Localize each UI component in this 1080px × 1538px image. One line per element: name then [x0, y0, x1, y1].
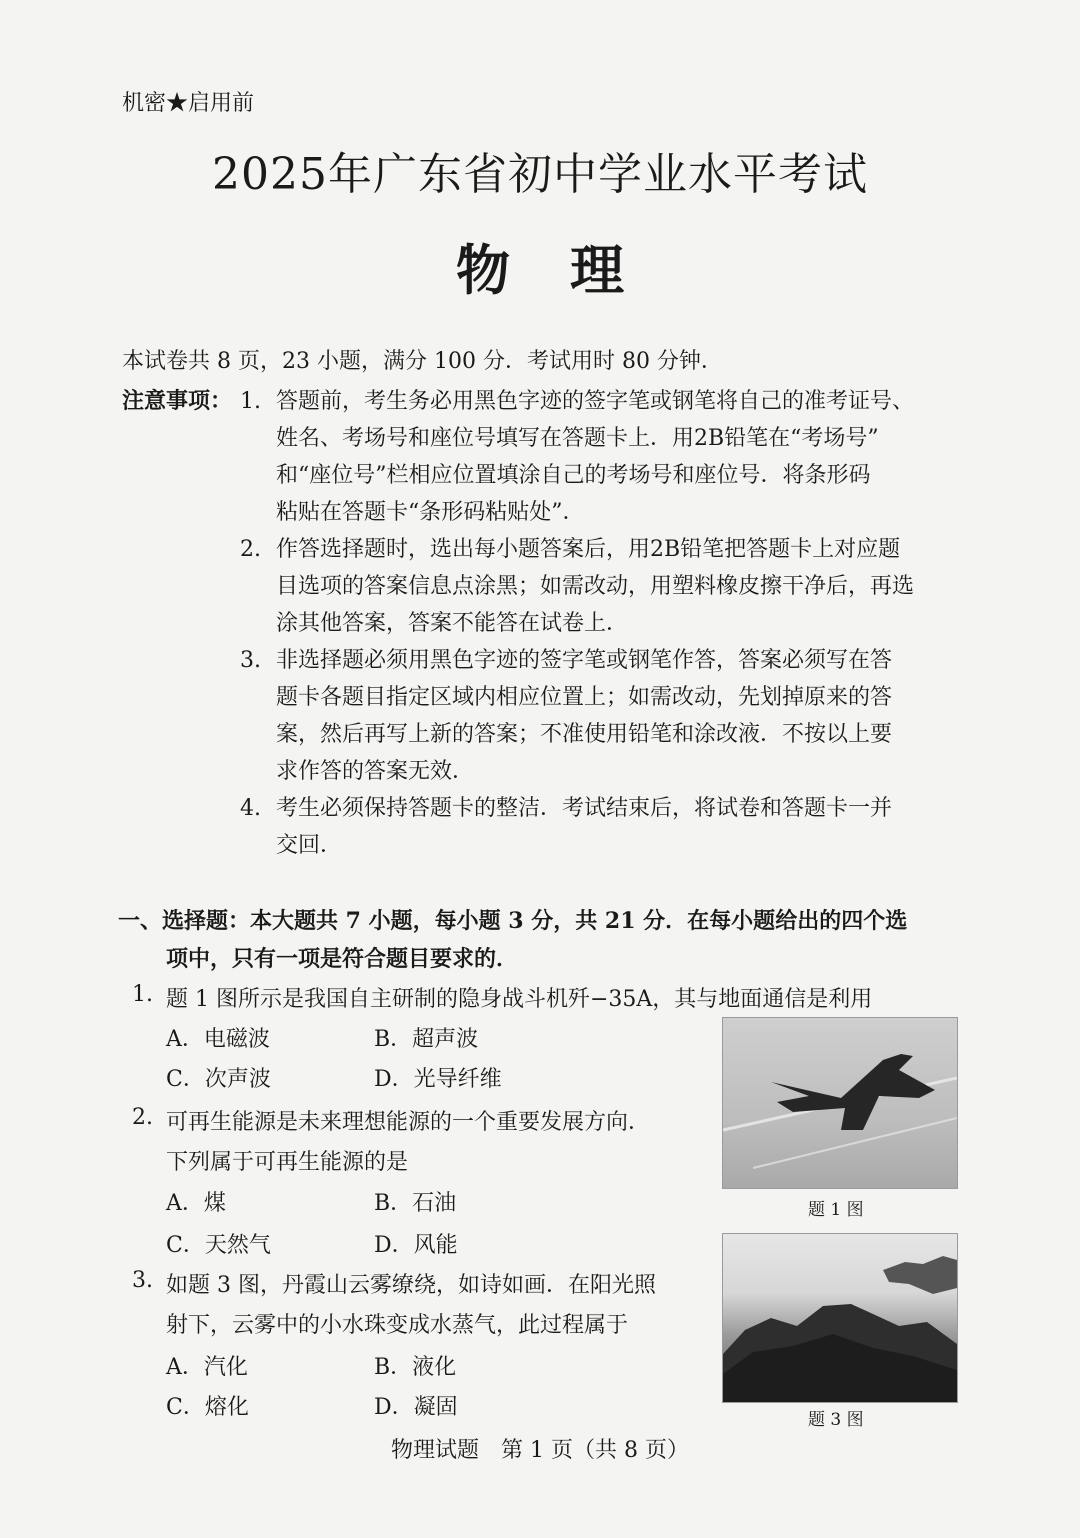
notice-item-2-line-1: 作答选择题时，选出每小题答案后，用2B铅笔把答题卡上对应题: [276, 537, 901, 562]
question-3-stem-line-2: 射下，云雾中的小水珠变成水蒸气，此过程属于: [166, 1313, 629, 1338]
notice-item-2-num: 2.: [240, 537, 261, 562]
notice-item-4-line-1: 考生必须保持答题卡的整洁．考试结束后，将试卷和答题卡一并: [276, 796, 893, 821]
fighter-jet-icon: [723, 1018, 957, 1188]
question-2-stem-line-1: 可再生能源是未来理想能源的一个重要发展方向．: [166, 1110, 651, 1135]
question-1-stem: 题 1 图所示是我国自主研制的隐身战斗机歼−35A，其与地面通信是利用: [166, 987, 873, 1012]
figure-1-fighter-jet-image: [722, 1017, 958, 1189]
question-3-option-d: D．凝固: [374, 1395, 458, 1420]
notice-item-1-line-4: 粘贴在答题卡“条形码粘贴处”．: [276, 500, 585, 525]
notice-item-3-line-2: 题卡各题目指定区域内相应位置上；如需改动，先划掉原来的答: [276, 685, 893, 710]
notice-item-1-line-3: 和“座位号”栏相应位置填涂自己的考场号和座位号．将条形码: [276, 463, 871, 488]
question-1-option-b: B．超声波: [374, 1027, 479, 1052]
question-2-option-d: D．风能: [374, 1233, 458, 1258]
question-3-num: 3.: [132, 1268, 153, 1293]
subject-title: 物理: [456, 238, 684, 302]
figure-3-mountain-image: [722, 1233, 958, 1403]
figure-1-caption: 题 1 图: [808, 1200, 864, 1220]
notice-item-1-line-2: 姓名、考场号和座位号填写在答题卡上．用2B铅笔在“考场号”: [276, 426, 879, 451]
question-3-option-b: B．液化: [374, 1355, 457, 1380]
question-3-stem-line-1: 如题 3 图，丹霞山云雾缭绕，如诗如画．在阳光照: [166, 1273, 656, 1298]
notice-item-3-num: 3.: [240, 648, 261, 673]
page-footer: 物理试题 第 1 页（共 8 页）: [391, 1438, 689, 1463]
notice-item-2-line-3: 涂其他答案，答案不能答在试卷上．: [276, 611, 629, 636]
exam-intro: 本试卷共 8 页，23 小题，满分 100 分．考试用时 80 分钟．: [122, 349, 723, 374]
notice-item-4-line-2: 交回．: [276, 833, 343, 858]
section-1-title-line-2: 项中，只有一项是符合题目要求的．: [166, 946, 519, 972]
notice-item-4-num: 4.: [240, 796, 261, 821]
confidential-label: 机密★启用前: [122, 91, 255, 116]
notice-item-3-line-3: 案，然后再写上新的答案；不准使用铅笔和涂改液．不按以上要: [276, 722, 893, 747]
notice-item-1-line-1: 答题前，考生务必用黑色字迹的签字笔或钢笔将自己的准考证号、: [276, 389, 915, 414]
section-1-title-line-1: 一、选择题：本大题共 7 小题，每小题 3 分，共 21 分．在每小题给出的四个选: [118, 908, 908, 934]
question-2-option-a: A．煤: [166, 1191, 226, 1216]
exam-title: 2025年广东省初中学业水平考试: [212, 149, 868, 200]
question-2-num: 2.: [132, 1105, 153, 1130]
question-1-option-d: D．光导纤维: [374, 1067, 502, 1092]
notice-label: 注意事项：: [122, 388, 233, 414]
question-2-stem-line-2: 下列属于可再生能源的是: [166, 1150, 409, 1175]
notice-item-3-line-1: 非选择题必须用黑色字迹的签字笔或钢笔作答，答案必须写在答: [276, 648, 893, 673]
figure-3-caption: 题 3 图: [808, 1410, 864, 1430]
notice-item-2-line-2: 目选项的答案信息点涂黑；如需改动，用塑料橡皮擦干净后，再选: [276, 574, 915, 599]
mountain-icon: [723, 1234, 957, 1402]
question-2-option-b: B．石油: [374, 1191, 457, 1216]
question-3-option-c: C．熔化: [166, 1395, 249, 1420]
question-3-option-a: A．汽化: [166, 1355, 248, 1380]
question-2-option-c: C．天然气: [166, 1233, 271, 1258]
notice-item-1-num: 1.: [240, 389, 261, 414]
question-1-option-a: A．电磁波: [166, 1027, 270, 1052]
notice-item-3-line-4: 求作答的答案无效．: [276, 759, 475, 784]
question-1-option-c: C．次声波: [166, 1067, 271, 1092]
question-1-num: 1.: [132, 982, 153, 1007]
